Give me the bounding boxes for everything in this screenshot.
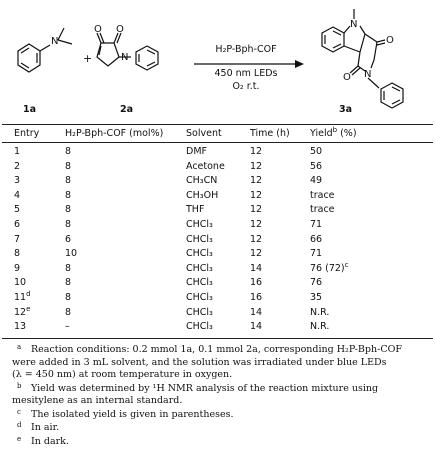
condition-atmosphere: O₂ r.t.	[232, 81, 260, 92]
cell-yield	[310, 203, 335, 216]
cell-time	[250, 203, 262, 216]
footnote-mark: c	[17, 407, 21, 416]
cell-entry	[14, 174, 20, 187]
cell-entry-value: 6	[14, 219, 21, 230]
cell-solvent	[186, 203, 204, 216]
cell-solvent	[186, 233, 213, 246]
table-row	[0, 306, 435, 319]
atom-n-1a: N	[51, 36, 59, 47]
cell-solvent-value: CHCl₃	[186, 262, 213, 274]
header-yield-label: Yield	[310, 128, 333, 139]
cell-yield-value: 50	[310, 146, 323, 157]
cell-entry	[14, 203, 20, 216]
cell-solvent	[186, 218, 213, 231]
plus-sign: +	[83, 52, 93, 65]
cell-solvent-value: CHCl₃	[186, 306, 213, 318]
cell-time-value: 12	[250, 160, 263, 172]
cell-cat	[65, 233, 71, 246]
reaction-arrow-head	[295, 60, 304, 68]
footnote-line: mesitylene as an internal standard.	[12, 395, 183, 406]
cell-yield-value: trace	[310, 189, 335, 201]
cell-time	[250, 189, 262, 202]
footnote-line: In dark.	[31, 435, 69, 447]
cell-time	[250, 320, 262, 333]
table-row	[0, 320, 435, 333]
cell-cat	[65, 174, 71, 187]
cell-time-value: 14	[250, 262, 263, 274]
cell-time	[250, 262, 262, 275]
table-row	[0, 291, 435, 304]
label-2a: 2a	[120, 104, 134, 115]
cell-yield	[310, 174, 322, 187]
cell-solvent-value: CH₃OH	[186, 189, 219, 201]
cell-solvent-value: CH₃CN	[186, 175, 218, 187]
footnote-mark: b	[17, 381, 22, 390]
cell-entry	[14, 306, 30, 319]
cell-time-value: 12	[250, 189, 263, 201]
cell-time-value: 12	[250, 219, 263, 230]
table-row	[0, 262, 435, 275]
cell-cat-value: 8	[65, 189, 72, 201]
cell-cat	[65, 145, 71, 158]
cell-entry-value: 9	[14, 262, 21, 274]
atom-o-2a-right: O	[116, 24, 124, 35]
cell-yield-value: trace	[310, 204, 335, 216]
cell-yield-value: 71	[310, 219, 323, 230]
table-row	[0, 203, 435, 216]
cell-yield	[310, 291, 322, 304]
cell-entry-value: 10	[14, 277, 27, 289]
cell-entry-value: 8	[14, 248, 21, 260]
cell-solvent	[186, 145, 207, 158]
cell-yield-value: N.R.	[310, 321, 330, 333]
cell-yield-value: 56	[310, 160, 323, 172]
cell-entry	[14, 320, 26, 333]
header-entry: Entry	[14, 128, 40, 139]
cell-time-value: 12	[250, 204, 263, 216]
cell-yield-value: 71	[310, 248, 323, 260]
cell-entry-value: 12	[14, 306, 27, 318]
cell-entry-value: 4	[14, 189, 21, 201]
cell-solvent-value: DMF	[186, 146, 207, 157]
cell-yield	[310, 233, 322, 246]
table-row	[0, 174, 435, 187]
cell-yield-value: 76 (72)	[310, 262, 345, 274]
atom-o-3a-top: O	[386, 35, 394, 46]
table-row	[0, 145, 435, 158]
cell-time-value: 12	[250, 248, 263, 260]
cell-solvent-value: THF	[186, 204, 205, 216]
atom-n-3a-imide: N	[364, 69, 372, 80]
cell-time	[250, 174, 262, 187]
cell-cat-value: 8	[65, 175, 72, 187]
table-row	[0, 189, 435, 202]
cell-entry	[14, 218, 20, 231]
cell-yield	[310, 320, 329, 333]
footnote-b	[0, 383, 430, 408]
table-header-row	[0, 127, 435, 140]
cell-yield-value: 35	[310, 292, 323, 303]
cell-cat	[65, 189, 71, 202]
cell-solvent	[186, 189, 218, 202]
atom-o-2a-left: O	[94, 24, 102, 35]
cell-cat-value: 8	[65, 204, 72, 216]
cell-entry	[14, 247, 20, 260]
cell-entry-value: 7	[14, 233, 21, 245]
cell-solvent	[186, 276, 213, 289]
cell-solvent-value: CHCl₃	[186, 277, 213, 289]
cell-time-value: 12	[250, 233, 263, 245]
label-1a: 1a	[23, 104, 37, 115]
cell-solvent	[186, 160, 225, 173]
cell-cat-value: 8	[65, 219, 72, 230]
table-row	[0, 233, 435, 246]
cell-entry	[14, 262, 20, 275]
footnote-d	[0, 422, 430, 435]
atom-n-3a-ring: N	[350, 19, 358, 30]
cell-cat-value: –	[65, 321, 70, 333]
table-header-rule	[2, 142, 433, 143]
compound-1a-structure	[18, 28, 72, 72]
cell-time-value: 16	[250, 277, 263, 289]
table-row	[0, 247, 435, 260]
cell-entry	[14, 160, 20, 173]
cell-entry-value: 3	[14, 175, 21, 187]
cell-time	[250, 306, 262, 319]
cell-solvent-value: CHCl₃	[186, 292, 213, 303]
entry-footnote-mark: e	[26, 304, 31, 313]
cell-entry-value: 11	[14, 292, 27, 303]
header-solvent: Solvent	[186, 128, 222, 139]
table-row	[0, 160, 435, 173]
reaction-scheme	[0, 0, 435, 122]
condition-catalyst: H₂P-Bph-COF	[215, 44, 277, 55]
cell-time	[250, 233, 262, 246]
cell-entry-value: 1	[14, 146, 21, 157]
header-yield	[310, 127, 357, 140]
cell-cat	[65, 291, 71, 304]
footnote-line: were added in 3 mL solvent, and the solution was irradiated under blue LEDs	[12, 356, 387, 368]
cell-time	[250, 291, 262, 304]
cell-time-value: 16	[250, 292, 263, 303]
cell-entry	[14, 189, 20, 202]
footnote-line: Yield was determined by ¹H NMR analysis of the reaction mixture using	[31, 382, 379, 394]
entry-footnote-mark: d	[26, 290, 31, 298]
cell-yield-value: 76	[310, 277, 323, 289]
cell-time	[250, 160, 262, 173]
cell-time-value: 12	[250, 146, 263, 157]
cell-time-value: 14	[250, 321, 263, 333]
table-row	[0, 276, 435, 289]
cell-entry	[14, 276, 26, 289]
cell-cat	[65, 276, 71, 289]
cell-cat	[65, 218, 71, 231]
compound-3a-structure	[322, 9, 403, 108]
cell-time	[250, 218, 262, 231]
cell-cat	[65, 247, 77, 260]
cell-cat-value: 8	[65, 306, 72, 318]
cell-solvent	[186, 291, 213, 304]
header-yield-footnote-mark: b	[332, 126, 338, 134]
footnote-line: In air.	[31, 422, 60, 433]
cell-yield	[310, 189, 335, 202]
cell-yield-value: 66	[310, 233, 323, 245]
yield-footnote-mark: c	[344, 260, 349, 269]
cell-yield	[310, 276, 322, 289]
condition-light: 450 nm LEDs	[214, 68, 278, 79]
cell-solvent	[186, 247, 213, 260]
cell-yield	[310, 247, 322, 260]
cell-cat	[65, 262, 71, 275]
header-time: Time (h)	[250, 128, 290, 139]
footnote-mark: a	[17, 343, 22, 351]
cell-solvent-value: CHCl₃	[186, 219, 213, 230]
header-catalyst: H₂P-Bph-COF (mol%)	[65, 128, 164, 139]
cell-solvent-value: CHCl₃	[186, 321, 213, 333]
cell-time	[250, 145, 262, 158]
cell-solvent	[186, 174, 217, 187]
footnote-mark: e	[17, 434, 22, 443]
cell-entry	[14, 291, 31, 304]
cell-solvent-value: Acetone	[186, 160, 225, 172]
cell-entry-value: 13	[14, 321, 27, 333]
footnote-e	[0, 436, 430, 449]
cell-yield	[310, 306, 329, 319]
cell-cat	[65, 320, 70, 333]
cell-cat-value: 8	[65, 277, 72, 289]
cell-solvent	[186, 306, 213, 319]
cell-solvent	[186, 320, 213, 333]
footnote-line: (λ = 450 nm) at room temperature in oxygen.	[12, 369, 233, 380]
cell-entry	[14, 233, 20, 246]
cell-time-value: 12	[250, 175, 263, 187]
cell-solvent	[186, 262, 213, 275]
label-3a: 3a	[339, 104, 353, 115]
cell-cat	[65, 160, 71, 173]
cell-cat-value: 8	[65, 262, 72, 274]
cell-cat-value: 10	[65, 248, 78, 260]
header-yield-unit: (%)	[337, 128, 357, 139]
reaction-scheme-drawing	[0, 0, 435, 122]
cell-yield	[310, 145, 322, 158]
cell-cat-value: 8	[65, 292, 72, 303]
footnote-line: The isolated yield is given in parentheses.	[31, 408, 234, 420]
table-bottom-rule	[2, 338, 433, 339]
footnote-c	[0, 409, 430, 422]
footnote-line: Reaction conditions: 0.2 mmol 1a, 0.1 mmol 2a, corresponding H₂P-Bph-COF	[31, 344, 402, 355]
cell-yield	[310, 160, 322, 173]
cell-yield-value: N.R.	[310, 306, 330, 318]
atom-n-2a: N	[121, 52, 129, 63]
footnote-mark: d	[17, 421, 22, 429]
cell-cat-value: 8	[65, 160, 72, 172]
cell-cat	[65, 306, 71, 319]
cell-time	[250, 247, 262, 260]
cell-entry	[14, 145, 20, 158]
cell-solvent-value: CHCl₃	[186, 233, 213, 245]
footnote-a	[0, 344, 430, 382]
cell-entry-value: 5	[14, 204, 21, 216]
atom-o-3a-bottom: O	[343, 72, 351, 83]
cell-cat-value: 8	[65, 146, 72, 157]
cell-yield	[310, 262, 348, 275]
cell-time-value: 14	[250, 306, 263, 318]
cell-entry-value: 2	[14, 160, 21, 172]
cell-cat	[65, 203, 71, 216]
cell-solvent-value: CHCl₃	[186, 248, 213, 260]
cell-cat-value: 6	[65, 233, 72, 245]
cell-time	[250, 276, 262, 289]
table-top-rule	[2, 124, 433, 125]
cell-yield-value: 49	[310, 175, 323, 187]
table-row	[0, 218, 435, 231]
cell-yield	[310, 218, 322, 231]
